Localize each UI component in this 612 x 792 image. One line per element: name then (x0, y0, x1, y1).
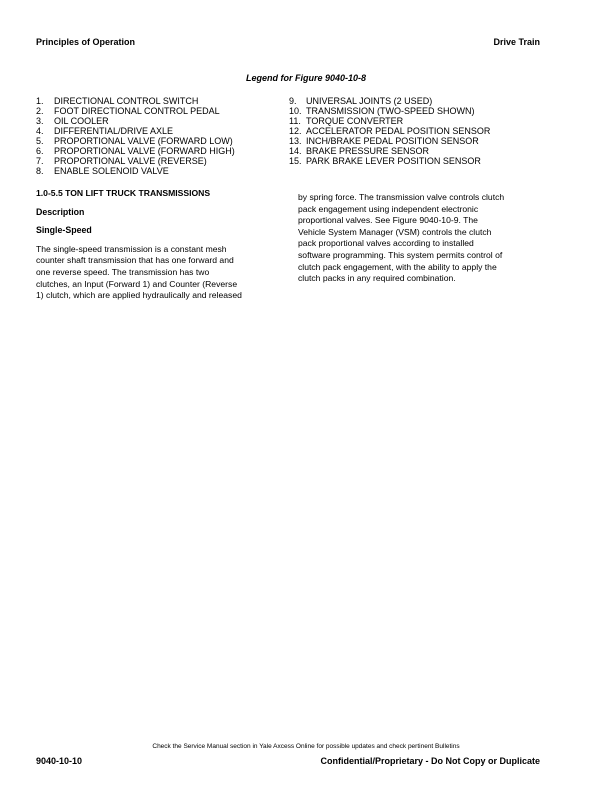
header-section-title: Principles of Operation (36, 37, 136, 47)
paragraph-line: proportional valves. See Figure 9040-10-9. The (298, 215, 478, 226)
legend-item-number: 14. (289, 146, 302, 156)
header-chapter-title: Drive Train (493, 37, 540, 47)
legend-item-number: 9. (289, 96, 297, 106)
legend-item (36, 126, 276, 136)
legend-item (289, 106, 539, 116)
legend-item-number: 7. (36, 156, 44, 166)
legend-item-number: 15. (289, 156, 302, 166)
paragraph-line: The single-speed transmission is a constant mesh (36, 243, 227, 254)
legend-item-text: OIL COOLER (54, 116, 109, 126)
paragraph-line: software programming. This system permits control of (298, 249, 503, 260)
legend-item (289, 156, 539, 166)
legend-item (36, 166, 276, 176)
legend-item-text: TRANSMISSION (TWO-SPEED SHOWN) (306, 106, 475, 116)
legend-item-text: ENABLE SOLENOID VALVE (54, 166, 169, 176)
paragraph-line: clutch packs in any required combination. (298, 273, 456, 284)
legend-item-number: 13. (289, 136, 302, 146)
footer-note: Check the Service Manual section in Yale Axcess Online for possible updates and check pertinent Bulletins (152, 743, 460, 750)
legend-item-text: PARK BRAKE LEVER POSITION SENSOR (306, 156, 481, 166)
legend-item-text: TORQUE CONVERTER (306, 116, 404, 126)
legend-item-number: 6. (36, 146, 44, 156)
legend-item-text: PROPORTIONAL VALVE (REVERSE) (54, 156, 207, 166)
legend-item (289, 116, 539, 126)
legend-item (289, 126, 539, 136)
legend-item (36, 156, 276, 166)
page-number: 9040-10-10 (36, 756, 83, 766)
legend-item-number: 4. (36, 126, 44, 136)
confidential-notice: Confidential/Proprietary - Do Not Copy or Duplicate (320, 756, 540, 766)
legend-item-number: 8. (36, 166, 44, 176)
paragraph-line: one reverse speed. The transmission has two (36, 266, 210, 277)
single-speed-heading: Single-Speed (36, 225, 92, 236)
legend-item-number: 5. (36, 136, 44, 146)
paragraph-line: pack proportional valves according to installed (298, 238, 474, 249)
paragraph-line: by spring force. The transmission valve controls clutch (298, 192, 505, 202)
legend-list-left (36, 96, 276, 176)
legend-item-text: PROPORTIONAL VALVE (FORWARD LOW) (54, 136, 233, 146)
legend-item (36, 136, 276, 146)
legend-item-number: 2. (36, 106, 44, 116)
legend-item (36, 106, 276, 116)
legend-item (289, 146, 539, 156)
legend-item-text: BRAKE PRESSURE SENSOR (306, 146, 430, 156)
paragraph-line: pack engagement using independent electronic (298, 203, 479, 214)
legend-title: Legend for Figure 9040-10-8 (245, 73, 367, 83)
legend-item-text: DIRECTIONAL CONTROL SWITCH (54, 96, 199, 106)
legend-item-number: 10. (289, 106, 302, 116)
paragraph-line: 1) clutch, which are applied hydraulically and released (36, 290, 242, 301)
legend-item-number: 1. (36, 96, 44, 106)
legend-item-number: 11. (289, 116, 301, 126)
legend-list-right (289, 96, 539, 166)
paragraph-line: Vehicle System Manager (VSM) controls the clutch (298, 226, 492, 237)
right-column (298, 192, 543, 285)
legend-item (36, 96, 276, 106)
legend-item-text: FOOT DIRECTIONAL CONTROL PEDAL (54, 106, 220, 116)
paragraph-line: counter shaft transmission that has one forward and (36, 255, 234, 266)
legend-item-number: 3. (36, 116, 44, 126)
legend-item (36, 116, 276, 126)
legend-item-text: UNIVERSAL JOINTS (2 USED) (306, 96, 433, 106)
paragraph-line: clutches, an Input (Forward 1) and Counter (Reverse (36, 278, 238, 289)
legend-item (289, 96, 539, 106)
legend-item-number: 12. (289, 126, 302, 136)
section-title: 1.0-5.5 TON LIFT TRUCK TRANSMISSIONS (36, 188, 211, 198)
left-column (36, 188, 280, 302)
legend-item-text: PROPORTIONAL VALVE (FORWARD HIGH) (54, 146, 235, 156)
legend-item (289, 136, 539, 146)
legend-item-text: ACCELERATOR PEDAL POSITION SENSOR (306, 126, 491, 136)
legend-item-text: INCH/BRAKE PEDAL POSITION SENSOR (306, 136, 479, 146)
single-speed-paragraph-continued (298, 192, 543, 285)
description-heading: Description (36, 206, 85, 217)
paragraph-line: clutch pack engagement, with the ability to apply the (298, 261, 497, 272)
single-speed-paragraph (36, 244, 280, 302)
legend-item-text: DIFFERENTIAL/DRIVE AXLE (54, 126, 174, 136)
legend-item (36, 146, 276, 156)
